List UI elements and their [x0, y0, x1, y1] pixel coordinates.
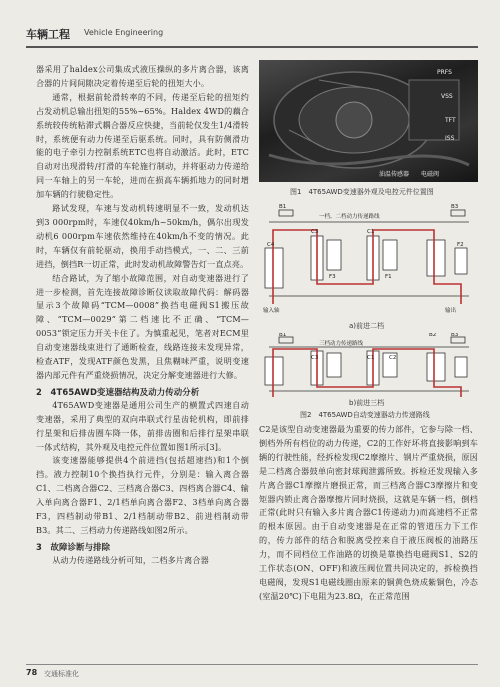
photo-label: 油温传感器 — [379, 171, 410, 178]
header-title: 车辆工程 — [26, 28, 70, 41]
body-paragraph: 结合路试，为了缩小故障范围，对自动变速器进行了进一步检测，首先连接故障诊断仪读取故障代码：解码器显示3个故障码“TCM—0008”换挡电磁阀S1搬压故障、“TCM—0029”第二档速比不正确、“TCM—0053”锁定压力开关卡住了。为慎重起见，笔者对ECM里自动变速器线束进行了通断检查，线路连接未发现异常，检查ATF，发现ATF颜色发黑，且焦糊味严重，说明变速器内部元件有严重烧损情况，决定分解变速器进行大修。 — [36, 272, 249, 380]
photo-label: 电磁阀 — [421, 171, 440, 178]
body-paragraph: C2是该型自动变速器最为重要的传力部件，它参与除一档、倒档外所有档位的动力传递，C2的工作好坏将直接影响到车辆的行驶性能，经拆检发现C2摩擦片、钢片严重烧损，原因是二档离合器鼓单向密封球阀泄露所致。拆检还发现输入多片离合器C1摩擦片磨损正常，而三档离合器C3摩擦片和变矩器内锁止离合器摩擦片同时烧损，这就是车辆一档，倒档正常(此时只有输入多片离合器C1传递动力)而高速档不正常的根本原因。由于自动变速器是在正常的管道压力下工作的，传力部件的结合和脱离受控来自于液压阀板的油路压力，而不同档位工作油路的切换是靠换挡电磁阀S1、S2的工作状态(ON、OFF)和液压阀位置共同决定的，拆检换挡电磁阀，发现S1电磁线圈由原来的铜黄色烧成紫铜色，冷态(室温20℃)下电阻为23.8Ω，在正常范围 — [259, 424, 478, 601]
label-f2: F2 — [457, 242, 464, 248]
photo-label: ISS — [445, 135, 455, 142]
label-b1: B1 — [279, 333, 287, 338]
figure2b-subcaption: b)前进三档 — [349, 399, 385, 407]
transmission-photo — [259, 60, 478, 182]
transmission-photo-drawing — [259, 60, 478, 182]
f1-clutch — [383, 240, 397, 270]
flow-label: 一档、二档动力传递路线 — [319, 214, 380, 220]
photo-label: PRFS — [437, 69, 452, 76]
page-footer — [26, 664, 478, 679]
figure2-caption: 图2 4T65AWD自动变速器动力传递路线 — [300, 411, 430, 419]
body-paragraph: 器采用了haldex公司集成式液压操纵的多片离合器，该离合器的片间间隙决定着传递至后轮的扭矩大小。 — [36, 64, 249, 88]
body-paragraph: 4T65AWD变速器是通用公司生产的横置式四速自动变速器，采用了典型的双向串联式行星齿轮机构，即前排行星架和后排齿圈车降一体，前排齿圈和后排行星架串联一体式结构，其外观及电控元件位置如图1所示[3]。 — [36, 399, 249, 452]
figure2a-diagram — [259, 200, 478, 318]
label-output: 输出 — [445, 308, 457, 314]
figure2b-diagram — [259, 333, 478, 399]
header-subtitle: Vehicle Engineering — [84, 28, 164, 37]
body-paragraph: 路试发现，车速与发动机转速明显不一致，发动机达到3 000rpm时，车速仅40km/h~50km/h，偶尔出现发动机6 000rpm车速依然维持在40km/h不变的情况。此时，车辆仅有前轮驱动，换用手动挡模式，一、二、三前进挡，倒挡R一切正常，此时发动机故障警告灯一直点亮。 — [36, 203, 249, 269]
label-b1: B1 — [279, 204, 287, 210]
b1-band — [279, 210, 293, 216]
label-b3: B3 — [451, 333, 459, 338]
f3-clutch — [327, 240, 341, 270]
label-c2: C2 — [389, 355, 397, 361]
body-paragraph: 从动力传递路线分析可知，二档多片离合器 — [52, 554, 209, 565]
label-f1: F1 — [385, 274, 392, 280]
photo-label: TFT — [445, 117, 456, 124]
body-paragraph: 通常，根据前轮滑转率的不同，传递至后轮的扭矩约占发动机总输出扭矩的55%~65%。Haldex 4WD的藕合系统较传统粘滞式耦合器反应快捷，当前轮仅发生1/4滑转时，系统便有动力传递至后驱系统。同时，具有防侧滑功能的电子牵引力控制系统ETC也将自动激活。此时，ETC自动对出现滑转/打滑的车轮施行制动，并将驱动力传递给同一车轴上的另一车轮，进而在损高车辆抓地力的同时增加车辆的行驶稳定性。 — [36, 91, 249, 200]
body-paragraph: 该变速器能够提供4个前进挡(包括超速挡)和1个倒挡。液力控制10个换挡执行元件，分别是：输入离合器C1、二档离合器C2、三档离合器C3、四档离合器C4、输入单向离合器F1、2/1档单向离合器F2、3档单向离合器F3，四档制动带B1、2/1档制动带B2、前进档制动带B3。其二、三档动力传递路线如图2所示。 — [36, 455, 249, 535]
f2-clutch — [455, 248, 467, 274]
section-heading: 2 4T65AWD变速器结构及动力传动分析 — [36, 386, 200, 397]
left-text-column — [36, 63, 249, 568]
label-c4: C4 — [267, 242, 275, 248]
figure1-caption: 图1 4T65AWD变速器外观及电控元件位置图 — [290, 188, 434, 196]
label-c1: C1 — [367, 229, 375, 235]
figure2a-subcaption: a)前进二档 — [349, 322, 385, 330]
label-b3: B3 — [451, 204, 459, 210]
label-c3: C3 — [311, 355, 319, 361]
b3-band — [451, 210, 465, 216]
label-f3: F3 — [329, 274, 336, 280]
photo-label: VSS — [441, 93, 453, 100]
planetary-set — [427, 240, 445, 276]
section-heading: 3 故障诊断与排除 — [36, 541, 111, 552]
label-c3: C3 — [311, 229, 319, 235]
running-header — [26, 24, 478, 48]
flow-label: 三档动力传递路线 — [319, 341, 364, 347]
page-number: 78 — [26, 668, 38, 677]
c4-clutch — [265, 248, 283, 288]
label-c1: C1 — [367, 355, 375, 361]
label-b2: B2 — [429, 333, 437, 338]
label-input: 输入轴 — [263, 308, 280, 314]
journal-name: 交通标准化 — [44, 670, 79, 678]
right-text-column — [259, 423, 478, 604]
